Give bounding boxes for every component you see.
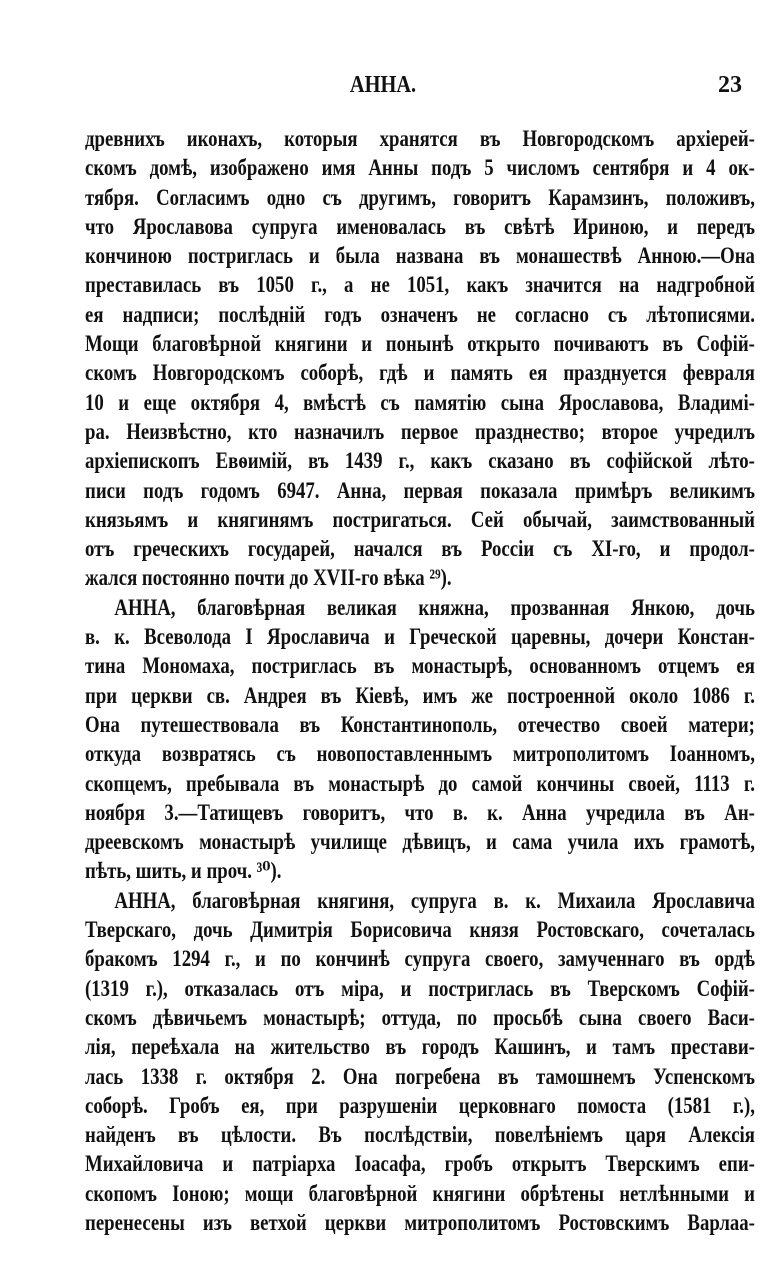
text-line: Она путешествовала въ Константинополь, отечество своей матери; bbox=[85, 711, 755, 737]
text-line: архіепископъ Евѳимій, въ 1439 г., какъ сказано въ софійской лѣто- bbox=[85, 448, 755, 474]
text-line: лія, переѣхала на жительство въ городъ Кашинъ, и тамъ престави- bbox=[85, 1034, 755, 1060]
text-line: скопцемъ, пребывала въ монастырѣ до самой кончины своей, 1113 г. bbox=[85, 770, 755, 796]
text-line: что Ярославова супруга именовалась въ свѣтѣ Ириною, и передъ bbox=[85, 213, 755, 239]
text-line: тина Мономаха, постриглась въ монастырѣ, основанномъ отцемъ ея bbox=[85, 653, 755, 679]
page-number: 23 bbox=[718, 72, 742, 98]
body-text bbox=[85, 124, 755, 1237]
text-line: отъ греческихъ государей, начался въ Россіи съ XI-го, и продол- bbox=[85, 536, 755, 562]
text-line: скомъ Новгородскомъ соборѣ, гдѣ и память ея празднуется февраля bbox=[85, 360, 755, 386]
text-line: тября. Согласимъ одно съ другимъ, говоритъ Карамзинъ, положивъ, bbox=[85, 184, 755, 210]
text-line: пѣть, шить, и проч. ³⁰). bbox=[85, 858, 282, 884]
text-line: ноября 3.—Татищевъ говоритъ, что в. к. Анна учредила въ Ан- bbox=[85, 799, 755, 825]
text-line: лась 1338 г. октября 2. Она погребена въ тамошнемъ Успенскомъ bbox=[85, 1063, 755, 1089]
text-line: перенесены изъ ветхой церкви митрополитомъ Ростовскимъ Варлаа- bbox=[85, 1209, 755, 1235]
paragraph bbox=[85, 124, 755, 593]
running-header-title: АННА. bbox=[349, 72, 417, 98]
text-line: ра. Неизвѣстно, кто назначилъ первое празднество; второе учредилъ bbox=[85, 418, 755, 444]
text-line: Мощи благовѣрной княгини и понынѣ открыто почиваютъ въ Софій- bbox=[85, 331, 755, 357]
paragraph bbox=[85, 593, 755, 886]
text-line: (1319 г.), отказалась отъ міра, и постриглась въ Тверскомъ Софій- bbox=[85, 975, 755, 1001]
text-line: соборѣ. Гробъ ея, при разрушеніи церковнаго помоста (1581 г.), bbox=[85, 1092, 755, 1118]
text-line: скомъ дѣвичьемъ монастырѣ; оттуда, по просьбѣ сына своего Васи- bbox=[85, 1004, 755, 1030]
text-line: АННА, благовѣрная княгиня, супруга в. к. Михаила Ярославича bbox=[114, 887, 755, 913]
text-line: скопомъ Іоною; мощи благовѣрной княгини обрѣтены нетлѣнными и bbox=[85, 1180, 755, 1206]
text-line: откуда возвратясь съ новопоставленнымъ митрополитомъ Іоанномъ, bbox=[85, 741, 755, 767]
text-line: дреевскомъ монастырѣ училище дѣвицъ, и сама учила ихъ грамотѣ, bbox=[85, 829, 755, 855]
text-line: 10 и еще октября 4, вмѣстѣ съ памятію сына Ярославова, Владимі- bbox=[85, 389, 755, 415]
text-line: при церкви св. Андрея въ Кіевѣ, имъ же построенной около 1086 г. bbox=[85, 682, 755, 708]
text-line: АННА, благовѣрная великая княжна, прозванная Янкою, дочь bbox=[114, 594, 755, 620]
text-line: Тверскаго, дочь Димитрія Борисовича князя Ростовскаго, сочеталась bbox=[85, 917, 755, 943]
text-line: князьямъ и княгинямъ постригаться. Сей обычай, заимствованный bbox=[85, 506, 755, 532]
text-line: бракомъ 1294 г., и по кончинѣ супруга своего, замученнаго въ ордѣ bbox=[85, 946, 755, 972]
text-line: найденъ въ цѣлости. Въ послѣдствіи, повелѣніемъ царя Алексія bbox=[85, 1122, 755, 1148]
text-line: скомъ домѣ, изображено имя Анны подъ 5 числомъ сентября и 4 ок- bbox=[85, 155, 755, 181]
text-line: кончиною постриглась и была названа въ монашествѣ Анною.—Она bbox=[85, 243, 755, 269]
text-line: в. к. Всеволода I Ярославича и Греческой царевны, дочери Констан- bbox=[85, 624, 755, 650]
text-line: ея надписи; послѣдній годъ означенъ не согласно съ лѣтописями. bbox=[85, 301, 755, 327]
paragraph bbox=[85, 886, 755, 1238]
text-line: жался постоянно почти до XVII-го вѣка ²⁹). bbox=[85, 565, 452, 591]
text-line: преставилась въ 1050 г., а не 1051, какъ значится на надгробной bbox=[85, 272, 755, 298]
text-line: писи подъ годомъ 6947. Анна, первая показала примѣръ великимъ bbox=[85, 477, 755, 503]
text-line: Михайловича и патріарха Іоасафа, гробъ открытъ Тверскимъ епи- bbox=[85, 1151, 755, 1177]
text-line: древнихъ иконахъ, которыя хранятся въ Новгородскомъ архіерей- bbox=[85, 126, 755, 151]
